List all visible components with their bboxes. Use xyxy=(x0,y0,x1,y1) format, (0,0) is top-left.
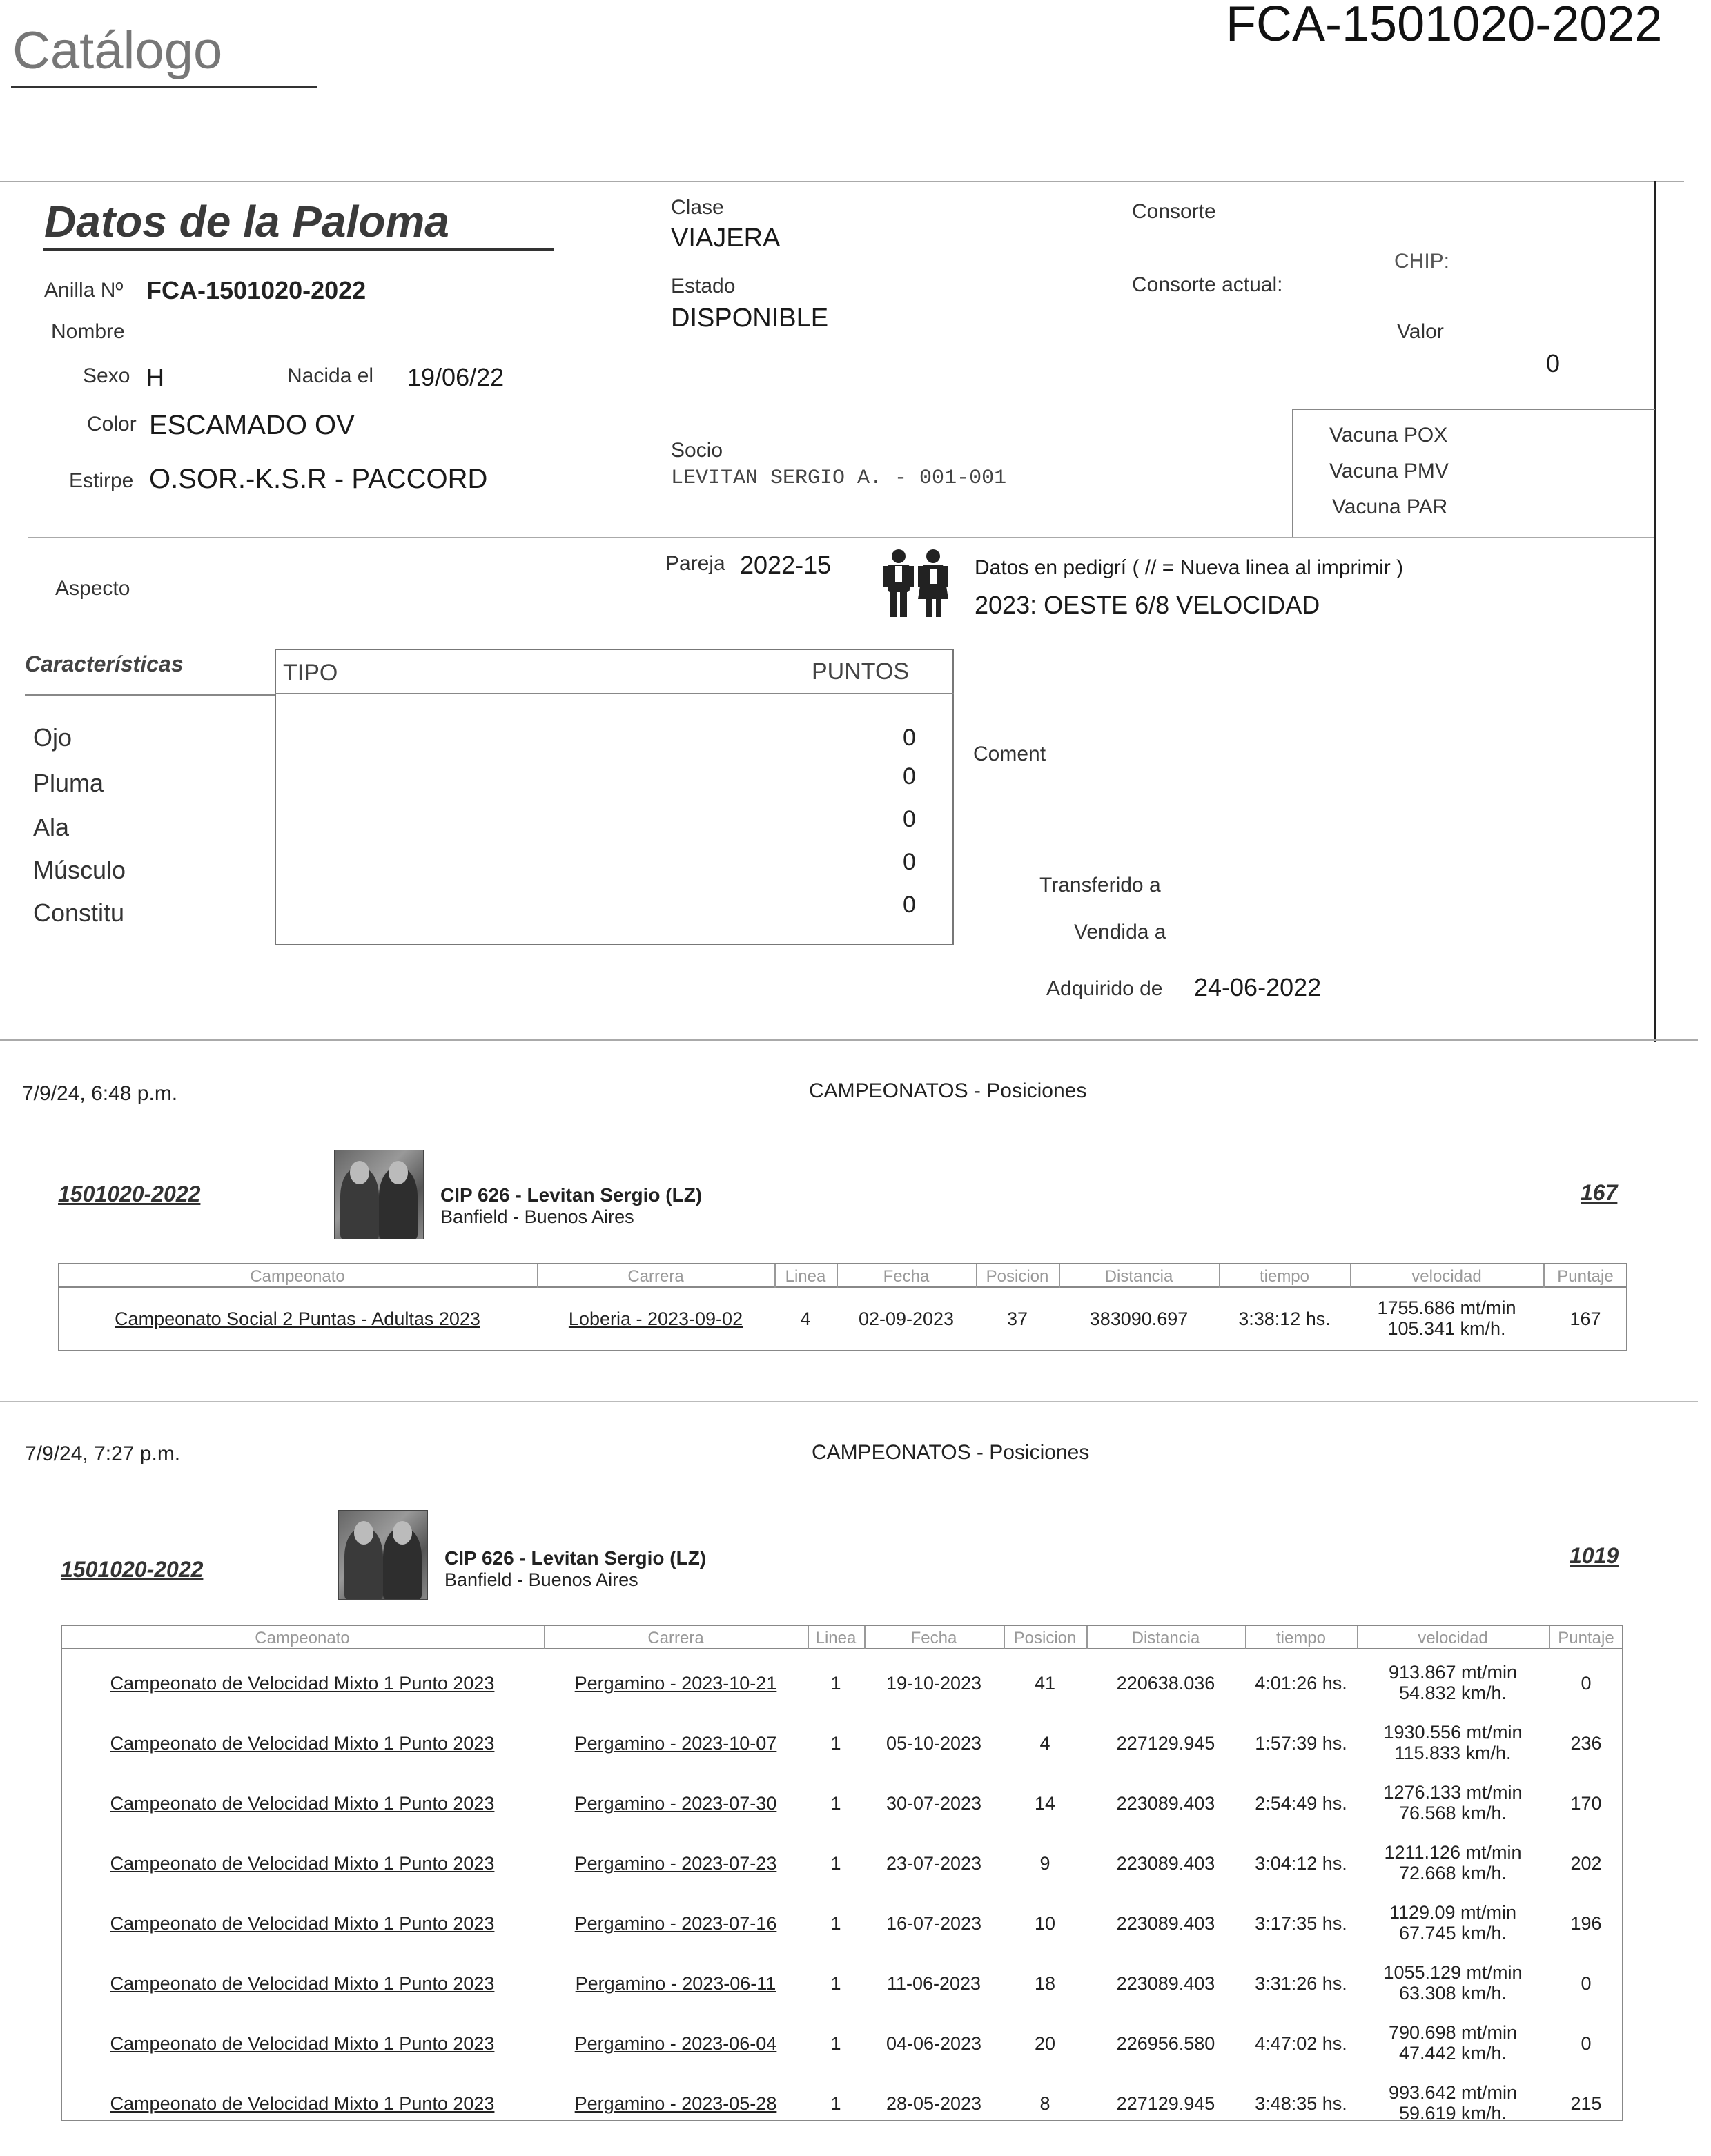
report1-col-separator xyxy=(1350,1264,1351,1288)
trait-name-musculo: Músculo xyxy=(33,856,126,884)
trait-points-ojo: 0 xyxy=(903,725,916,751)
catalog-underline xyxy=(11,86,317,88)
pedigree-couple-icon xyxy=(881,547,951,618)
report1-col-separator xyxy=(1543,1264,1545,1288)
report2-cell-posicion: 41 xyxy=(1034,1673,1056,1694)
traits-header-divider xyxy=(275,693,954,694)
report2-cell-velocidad: 76.568 km/h. xyxy=(1398,1803,1507,1823)
report2-cell-distancia: 220638.036 xyxy=(1116,1673,1215,1694)
ring-code-header: FCA-1501020-2022 xyxy=(1226,0,1663,52)
report1-col-header-posicion: Posicion xyxy=(986,1267,1049,1286)
report2-cell-velocidad: 54.832 km/h. xyxy=(1398,1683,1507,1703)
report1-total[interactable]: 167 xyxy=(1581,1180,1618,1205)
report1-club: CIP 626 - Levitan Sergio (LZ) xyxy=(440,1184,703,1206)
report2-cell-velocidad: 790.698 mt/min xyxy=(1388,2022,1518,2043)
report2-cell-fecha: 16-07-2023 xyxy=(886,1913,982,1934)
report1-col-separator xyxy=(976,1264,977,1288)
vacuna-par: Vacuna PAR xyxy=(1332,496,1448,518)
report1-col-header-fecha: Fecha xyxy=(883,1267,930,1286)
report2-cell-velocidad: 1211.126 mt/min xyxy=(1384,1842,1522,1863)
report1-cell-tiempo: 3:38:12 hs. xyxy=(1238,1309,1331,1329)
report2-col-header-tiempo: tiempo xyxy=(1275,1629,1327,1647)
report2-cell-distancia: 223089.403 xyxy=(1116,1913,1215,1934)
consorte-label: Consorte xyxy=(1132,200,1216,223)
sexo-label: Sexo xyxy=(83,364,130,387)
caracteristicas-underline xyxy=(25,694,275,696)
report2-cell-campeonato[interactable]: Campeonato de Velocidad Mixto 1 Punto 2023 xyxy=(110,1853,495,1874)
report1-col-separator xyxy=(1219,1264,1220,1288)
report2-col-separator xyxy=(1549,1626,1550,1649)
report1-col-header-linea: Linea xyxy=(785,1267,826,1286)
sexo-value: H xyxy=(146,363,164,391)
report2-cell-puntaje: 0 xyxy=(1581,1973,1592,1994)
vacuna-pmv: Vacuna PMV xyxy=(1329,460,1449,482)
report2-header-divider xyxy=(61,1648,1623,1649)
report2-col-separator xyxy=(864,1626,866,1649)
report2-ring[interactable]: 1501020-2022 xyxy=(61,1557,204,1582)
report2-cell-tiempo: 4:47:02 hs. xyxy=(1255,2033,1347,2054)
report2-cell-tiempo: 3:04:12 hs. xyxy=(1255,1853,1347,1874)
report1-cell-carrera[interactable]: Loberia - 2023-09-02 xyxy=(568,1309,743,1329)
report1-title: CAMPEONATOS - Posiciones xyxy=(809,1079,1087,1102)
report2-cell-carrera[interactable]: Pergamino - 2023-07-23 xyxy=(574,1853,777,1874)
section-title: Datos de la Paloma xyxy=(44,197,449,246)
report1-owner-photo xyxy=(334,1150,424,1239)
report2-cell-posicion: 18 xyxy=(1034,1973,1056,1994)
report2-location: Banfield - Buenos Aires xyxy=(444,1569,638,1590)
adquirido-label: Adquirido de xyxy=(1046,977,1163,1000)
aspecto-label: Aspecto xyxy=(55,577,130,600)
report2-cell-posicion: 9 xyxy=(1039,1853,1050,1874)
report2-cell-velocidad: 115.833 km/h. xyxy=(1394,1743,1512,1763)
chip-label: CHIP: xyxy=(1394,250,1450,273)
vacuna-pox: Vacuna POX xyxy=(1329,424,1448,447)
report1-col-separator xyxy=(774,1264,776,1288)
nombre-label: Nombre xyxy=(51,320,125,343)
transferido-label: Transferido a xyxy=(1039,874,1161,896)
panel-right-border xyxy=(1654,181,1656,1042)
report2-cell-distancia: 223089.403 xyxy=(1116,1853,1215,1874)
report2-cell-campeonato[interactable]: Campeonato de Velocidad Mixto 1 Punto 2023 xyxy=(110,1733,495,1754)
vendida-label: Vendida a xyxy=(1074,921,1166,943)
report2-cell-carrera[interactable]: Pergamino - 2023-06-11 xyxy=(575,1973,776,1994)
report2-cell-fecha: 11-06-2023 xyxy=(886,1973,981,1994)
report2-col-header-linea: Linea xyxy=(815,1629,857,1647)
trait-name-pluma: Pluma xyxy=(33,769,104,797)
report2-cell-posicion: 20 xyxy=(1034,2033,1056,2054)
pareja-value: 2022-15 xyxy=(740,551,832,579)
nacida-label: Nacida el xyxy=(287,364,374,387)
clase-value: VIAJERA xyxy=(671,224,781,253)
color-label: Color xyxy=(87,413,137,435)
catalog-title: Catálogo xyxy=(12,21,223,80)
pedigri-label: Datos en pedigrí ( // = Nueva linea al imprimir ) xyxy=(975,556,1404,579)
report2-col-separator xyxy=(808,1626,809,1649)
report1-col-header-carrera: Carrera xyxy=(627,1267,684,1286)
estirpe-value: O.SOR.-K.S.R - PACCORD xyxy=(149,464,488,494)
report2-timestamp: 7/9/24, 7:27 p.m. xyxy=(25,1442,181,1465)
report2-cell-posicion: 4 xyxy=(1039,1733,1050,1754)
report2-cell-campeonato[interactable]: Campeonato de Velocidad Mixto 1 Punto 2023 xyxy=(110,2033,495,2054)
valor-label: Valor xyxy=(1397,320,1444,343)
trait-points-pluma: 0 xyxy=(903,763,916,790)
report2-cell-fecha: 23-07-2023 xyxy=(886,1853,982,1874)
report2-cell-puntaje: 236 xyxy=(1570,1733,1602,1754)
report2-col-separator xyxy=(1357,1626,1358,1649)
nacida-value: 19/06/22 xyxy=(407,363,505,391)
report2-cell-velocidad: 63.308 km/h. xyxy=(1398,1983,1507,2003)
report2-owner-photo xyxy=(338,1510,428,1600)
report2-cell-velocidad: 1055.129 mt/min xyxy=(1383,1962,1523,1983)
report1-col-separator xyxy=(837,1264,838,1288)
report2-cell-tiempo: 2:54:49 hs. xyxy=(1255,1793,1347,1814)
report2-cell-posicion: 8 xyxy=(1039,2093,1050,2114)
coment-label: Coment xyxy=(973,743,1046,765)
report2-col-separator xyxy=(1086,1626,1088,1649)
report2-cell-linea: 1 xyxy=(830,2093,841,2114)
report2-cell-puntaje: 196 xyxy=(1570,1913,1602,1934)
report1-cell-posicion: 37 xyxy=(1006,1309,1028,1329)
report2-cell-velocidad: 67.745 km/h. xyxy=(1398,1923,1507,1943)
report-separator xyxy=(0,1401,1698,1402)
report1-cell-velocidad: 1755.686 mt/min xyxy=(1377,1297,1516,1318)
report2-cell-puntaje: 0 xyxy=(1581,2033,1592,2054)
pareja-label: Pareja xyxy=(665,552,725,575)
report2-cell-linea: 1 xyxy=(830,1793,841,1814)
report2-cell-linea: 1 xyxy=(830,1973,841,1994)
report2-cell-campeonato[interactable]: Campeonato de Velocidad Mixto 1 Punto 2023 xyxy=(110,2093,495,2114)
report2-cell-carrera[interactable]: Pergamino - 2023-07-30 xyxy=(574,1793,777,1814)
report1-col-header-tiempo: tiempo xyxy=(1259,1267,1310,1286)
report1-cell-puntaje: 167 xyxy=(1570,1309,1601,1329)
report2-col-separator xyxy=(544,1626,545,1649)
report2-cell-velocidad: 47.442 km/h. xyxy=(1398,2043,1507,2064)
report1-cell-linea: 4 xyxy=(800,1309,811,1329)
report2-cell-distancia: 227129.945 xyxy=(1116,2093,1215,2114)
report2-cell-carrera[interactable]: Pergamino - 2023-06-04 xyxy=(574,2033,777,2054)
report1-timestamp: 7/9/24, 6:48 p.m. xyxy=(22,1082,178,1105)
report2-cell-distancia: 226956.580 xyxy=(1116,2033,1215,2054)
report2-cell-carrera[interactable]: Pergamino - 2023-10-07 xyxy=(574,1733,777,1754)
report1-col-header-puntaje: Puntaje xyxy=(1557,1267,1614,1286)
report2-cell-posicion: 10 xyxy=(1034,1913,1056,1934)
report2-cell-campeonato[interactable]: Campeonato de Velocidad Mixto 1 Punto 2023 xyxy=(110,1973,495,1994)
report1-col-separator xyxy=(1059,1264,1060,1288)
report2-cell-campeonato[interactable]: Campeonato de Velocidad Mixto 1 Punto 2023 xyxy=(110,1913,495,1934)
anilla-label: Anilla Nº xyxy=(44,279,124,302)
report2-cell-campeonato[interactable]: Campeonato de Velocidad Mixto 1 Punto 2023 xyxy=(110,1793,495,1814)
report2-cell-linea: 1 xyxy=(830,1733,841,1754)
report2-cell-fecha: 19-10-2023 xyxy=(886,1673,982,1694)
report2-cell-linea: 1 xyxy=(830,2033,841,2054)
report2-cell-velocidad: 993.642 mt/min xyxy=(1388,2082,1518,2103)
report2-cell-distancia: 223089.403 xyxy=(1116,1793,1215,1814)
caracteristicas-label: Características xyxy=(25,651,184,676)
panel-top-border xyxy=(0,181,1684,182)
report2-cell-puntaje: 0 xyxy=(1581,1673,1592,1694)
report1-cell-distancia: 383090.697 xyxy=(1089,1309,1189,1329)
report1-header-divider xyxy=(58,1286,1627,1288)
panel-bottom-border xyxy=(0,1039,1698,1041)
report2-col-header-carrera: Carrera xyxy=(647,1629,704,1647)
consorte-actual-label: Consorte actual: xyxy=(1132,273,1283,296)
report2-cell-velocidad: 1930.556 mt/min xyxy=(1383,1722,1523,1743)
pedigri-value: 2023: OESTE 6/8 VELOCIDAD xyxy=(975,591,1320,619)
panel-mid-divider xyxy=(28,537,1654,538)
vacunas-box-top xyxy=(1292,409,1655,410)
vacunas-box-left xyxy=(1292,409,1293,537)
report2-cell-velocidad: 59.619 km/h. xyxy=(1398,2103,1507,2124)
report2-cell-linea: 1 xyxy=(830,1673,841,1694)
report2-total[interactable]: 1019 xyxy=(1570,1543,1619,1568)
socio-value: LEVITAN SERGIO A. - 001-001 xyxy=(671,467,1007,490)
report2-cell-fecha: 30-07-2023 xyxy=(886,1793,982,1814)
socio-label: Socio xyxy=(671,439,723,462)
report2-cell-velocidad: 1276.133 mt/min xyxy=(1383,1782,1523,1803)
report1-cell-fecha: 02-09-2023 xyxy=(858,1309,955,1329)
report1-col-header-distancia: Distancia xyxy=(1104,1267,1173,1286)
report2-cell-campeonato[interactable]: Campeonato de Velocidad Mixto 1 Punto 2023 xyxy=(110,1673,495,1694)
color-value: ESCAMADO OV xyxy=(149,410,355,440)
adquirido-value: 24-06-2022 xyxy=(1194,973,1322,1001)
report1-ring[interactable]: 1501020-2022 xyxy=(58,1182,201,1206)
report2-cell-velocidad: 72.668 km/h. xyxy=(1398,1863,1507,1883)
report1-location: Banfield - Buenos Aires xyxy=(440,1206,634,1227)
report2-col-header-posicion: Posicion xyxy=(1013,1629,1077,1647)
trait-name-ojo: Ojo xyxy=(33,723,72,752)
report2-cell-carrera[interactable]: Pergamino - 2023-05-28 xyxy=(574,2093,777,2114)
report2-cell-tiempo: 1:57:39 hs. xyxy=(1255,1733,1347,1754)
report2-cell-posicion: 14 xyxy=(1034,1793,1056,1814)
estado-value: DISPONIBLE xyxy=(671,304,829,333)
valor-value: 0 xyxy=(1546,349,1561,378)
report2-club: CIP 626 - Levitan Sergio (LZ) xyxy=(444,1547,707,1569)
trait-points-constitu: 0 xyxy=(903,892,916,918)
report2-col-header-vel: velocidad xyxy=(1418,1629,1488,1647)
report2-cell-fecha: 05-10-2023 xyxy=(886,1733,982,1754)
report2-cell-puntaje: 202 xyxy=(1570,1853,1602,1874)
report2-col-separator xyxy=(1004,1626,1005,1649)
report2-cell-tiempo: 3:17:35 hs. xyxy=(1255,1913,1347,1934)
estirpe-label: Estirpe xyxy=(69,469,134,492)
clase-label: Clase xyxy=(671,196,724,219)
report2-col-header-campeonato: Campeonato xyxy=(255,1629,350,1647)
report2-cell-tiempo: 4:01:26 hs. xyxy=(1255,1673,1347,1694)
report2-col-header-puntaje: Puntaje xyxy=(1558,1629,1614,1647)
report2-cell-linea: 1 xyxy=(830,1853,841,1874)
puntos-header: PUNTOS xyxy=(812,658,910,685)
report1-col-separator xyxy=(537,1264,538,1288)
trait-points-ala: 0 xyxy=(903,806,916,832)
anilla-value: FCA-1501020-2022 xyxy=(146,276,366,304)
report2-col-header-fecha: Fecha xyxy=(910,1629,957,1647)
report2-cell-fecha: 28-05-2023 xyxy=(886,2093,982,2114)
report2-title: CAMPEONATOS - Posiciones xyxy=(812,1441,1090,1464)
report2-cell-fecha: 04-06-2023 xyxy=(886,2033,982,2054)
tipo-header: TIPO xyxy=(283,660,338,686)
trait-name-ala: Ala xyxy=(33,813,70,841)
report1-cell-velocidad: 105.341 km/h. xyxy=(1387,1318,1506,1339)
report1-cell-campeonato[interactable]: Campeonato Social 2 Puntas - Adultas 2023 xyxy=(115,1309,480,1329)
report2-cell-carrera[interactable]: Pergamino - 2023-07-16 xyxy=(574,1913,777,1934)
report1-col-header-campeonato: Campeonato xyxy=(250,1267,345,1286)
report2-cell-carrera[interactable]: Pergamino - 2023-10-21 xyxy=(574,1673,777,1694)
estado-label: Estado xyxy=(671,275,736,297)
report2-col-header-distancia: Distancia xyxy=(1131,1629,1200,1647)
trait-points-musculo: 0 xyxy=(903,849,916,875)
report2-col-separator xyxy=(1245,1626,1246,1649)
report2-cell-puntaje: 215 xyxy=(1570,2093,1602,2114)
report2-cell-tiempo: 3:31:26 hs. xyxy=(1255,1973,1347,1994)
report2-cell-tiempo: 3:48:35 hs. xyxy=(1255,2093,1347,2114)
trait-name-constitu: Constitu xyxy=(33,899,125,927)
report1-col-header-vel: velocidad xyxy=(1411,1267,1482,1286)
report2-cell-puntaje: 170 xyxy=(1570,1793,1602,1814)
report2-cell-linea: 1 xyxy=(830,1913,841,1934)
section-title-underline xyxy=(43,248,554,251)
report2-cell-velocidad: 913.867 mt/min xyxy=(1388,1662,1518,1683)
report2-cell-distancia: 223089.403 xyxy=(1116,1973,1215,1994)
report2-cell-velocidad: 1129.09 mt/min xyxy=(1389,1902,1517,1923)
report2-cell-distancia: 227129.945 xyxy=(1116,1733,1215,1754)
